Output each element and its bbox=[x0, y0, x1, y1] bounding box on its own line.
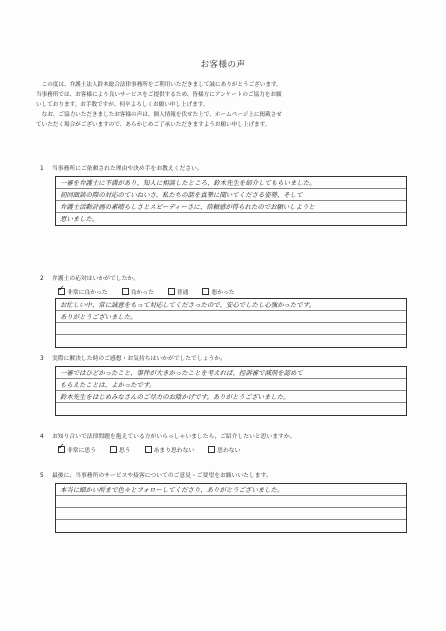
answer-box-2[interactable] bbox=[55, 298, 407, 348]
q4-checkbox[interactable] bbox=[110, 446, 117, 453]
q2-option-normal[interactable]: 普通 bbox=[168, 287, 189, 296]
q4-checkbox-checked[interactable] bbox=[58, 446, 65, 453]
answer-1-line-3: 弁護士活動計画の素晴らしさとスピーディーさに、信頼感が得られたのでお願いしようと bbox=[56, 201, 406, 213]
q2-checkbox[interactable] bbox=[202, 288, 209, 295]
question-1 bbox=[40, 163, 203, 172]
answer-2-line-3 bbox=[56, 323, 406, 335]
answer-3-line-2: もらえたことは、よかったです。 bbox=[56, 379, 406, 391]
question-3-text: 実際に解決した時のご感想・お気持ちはいかがでしたでしょうか。 bbox=[52, 356, 226, 362]
answer-1-line-2: 初回面談の際の対応のていねいさ、私たちの話を真摯に聞いてくださる姿勢、そして bbox=[56, 189, 406, 201]
question-5-text: 最後に、当事務所のサービスや接客についてのご意見・ご要望をお願いいたします。 bbox=[52, 473, 272, 479]
answer-5-line-4 bbox=[56, 520, 406, 532]
question-4-number: 4 bbox=[40, 434, 44, 440]
question-1-text: 当事務所にご依頼された理由や決め手をお教えください。 bbox=[52, 166, 203, 172]
answer-3-line-3: 鈴木先生をはじめみなさんのご尽力のお陰かげです。ありがとうございました。 bbox=[56, 391, 406, 403]
question-5-number: 5 bbox=[40, 473, 44, 479]
answer-2-line-4 bbox=[56, 335, 406, 347]
q2-option-good[interactable]: 良かった bbox=[122, 287, 154, 296]
answer-5-line-3 bbox=[56, 508, 406, 520]
question-4-options bbox=[58, 445, 254, 454]
page-title: お客様の声 bbox=[200, 60, 246, 70]
answer-2-line-2: ありがとうございました。 bbox=[56, 311, 406, 323]
intro-text: この度は、弁護士法人鈴木総合法律事務所をご利用いただきまして誠にありがとうございます。 当事務所では、お客様により良いサービスをご提供するため、皆様方にアンケートのご協力をお願 いしております。お手数ですが、何卒よろしくお願い申し上げます。 なお、ご協力いただきましたお客様の声は、個人情報を伏せた上で、ホームページ上に掲載させ ていただく場合がございますので、あらかじめご了承いただきますようお願い申し上げます。 bbox=[36, 82, 282, 128]
q4-option-strongly-agree[interactable]: ✓ 非常に思う bbox=[58, 445, 96, 454]
q4-option-disagree[interactable]: 思わない bbox=[208, 445, 240, 454]
q2-checkbox[interactable] bbox=[122, 288, 129, 295]
question-2-text: 弁護士の応対はいかがでしたか。 bbox=[52, 276, 139, 282]
question-3 bbox=[40, 353, 226, 362]
q2-checkbox[interactable] bbox=[168, 288, 175, 295]
answer-3-line-4 bbox=[56, 403, 406, 415]
question-2-number: 2 bbox=[40, 276, 44, 282]
answer-5-line-2 bbox=[56, 496, 406, 508]
question-3-number: 3 bbox=[40, 356, 44, 362]
answer-2-line-1: お忙しい中、常に誠意をもって対応してくださったので、安心でしたし心強かったです。 bbox=[56, 299, 406, 311]
q4-option-agree[interactable]: 思う bbox=[110, 445, 131, 454]
answer-box-3[interactable] bbox=[55, 366, 407, 416]
question-4-text: お知り合いで法律問題を抱えている方がいらっしゃいましたら、ご紹介したいと思いますか。 bbox=[52, 434, 296, 440]
question-5 bbox=[40, 470, 272, 479]
q2-option-bad[interactable]: 悪かった bbox=[202, 287, 234, 296]
answer-box-5[interactable] bbox=[55, 483, 407, 533]
answer-5-line-1: 本当に細かい所まで色々とフォローしてくださり、ありがとうございました。 bbox=[56, 484, 406, 496]
q4-checkbox[interactable] bbox=[145, 446, 152, 453]
q2-checkbox-checked[interactable] bbox=[58, 288, 65, 295]
question-2-options bbox=[58, 287, 249, 296]
question-1-number: 1 bbox=[40, 166, 44, 172]
answer-box-1[interactable] bbox=[55, 176, 407, 226]
question-2 bbox=[40, 273, 139, 282]
q4-checkbox[interactable] bbox=[208, 446, 215, 453]
answer-1-line-1: 一審を弁護士に不満があり、知人に相談したところ、鈴木先生を紹介してもらいました。 bbox=[56, 177, 406, 189]
answer-1-line-4: 思いました。 bbox=[60, 215, 99, 223]
q2-option-very-good[interactable]: ✓ 非常に良かった bbox=[58, 287, 108, 296]
q4-option-not-really[interactable]: あまり思わない bbox=[145, 445, 195, 454]
answer-3-line-1: 一審ではひどかったこと、事件が大きかったことを考えれば、控訴審で減刑を認めて bbox=[56, 367, 406, 379]
question-4 bbox=[40, 431, 295, 440]
